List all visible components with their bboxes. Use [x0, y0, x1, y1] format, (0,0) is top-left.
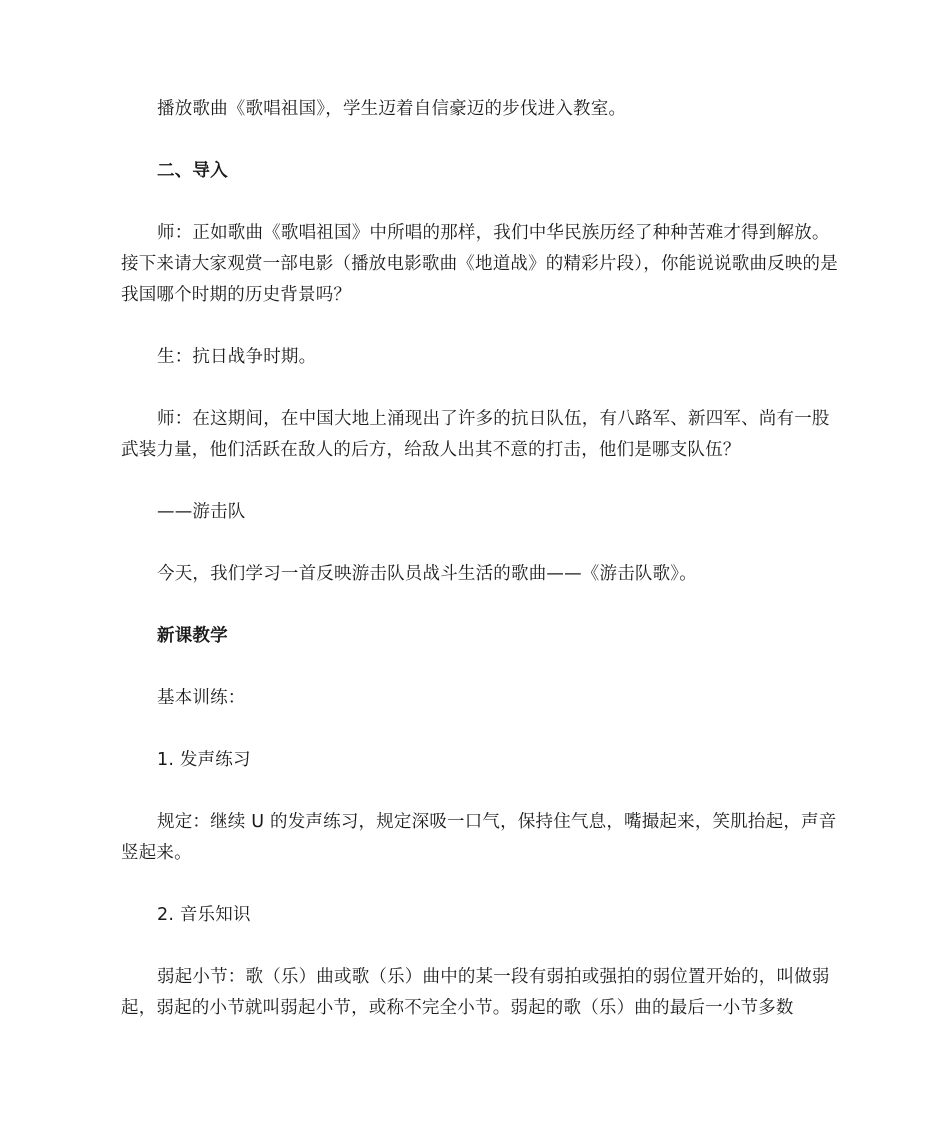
paragraph-song-entry: 播放歌曲《歌唱祖国》，学生迈着自信豪迈的步伐进入教室。: [157, 99, 627, 119]
section-heading-new-lesson: 新课教学: [157, 626, 228, 646]
paragraph-music-knowledge: 2. 音乐知识: [157, 905, 251, 925]
paragraph-vocal-practice: 1. 发声练习: [157, 750, 251, 770]
paragraph-basic-training: 基本训练：: [157, 688, 246, 708]
paragraph-student-answer: 生：抗日战争时期。: [157, 347, 317, 367]
paragraph-guerrilla-answer: ——游击队: [157, 502, 246, 522]
paragraph-teacher-question: 师：正如歌曲《歌唱祖国》中所唱的那样，我们中华民族历经了种种苦难才得到解放。接下来请大家观赏一部电影（播放电影歌曲《地道战》的精彩片段），你能说说歌曲反映的是我国哪个时期的历史背景吗？: [121, 223, 838, 305]
paragraph-vocal-requirements: 规定：继续 U 的发声练习，规定深吸一口气，保持住气息，嘴撮起来，笑肌抬起，声音竖起来。: [121, 812, 837, 863]
section-heading-introduction: 二、导入: [157, 161, 228, 181]
paragraph-today-song: 今天，我们学习一首反映游击队员战斗生活的歌曲——《游击队歌》。: [157, 564, 697, 584]
paragraph-teacher-guerrilla: 师：在这期间，在中国大地上涌现出了许多的抗日队伍，有八路军、新四军、尚有一股武装力量，他们活跃在敌人的后方，给敌人出其不意的打击，他们是哪支队伍？: [121, 409, 830, 460]
paragraph-anacrusis-definition: 弱起小节：歌（乐）曲或歌（乐）曲中的某一段有弱拍或强拍的弱位置开始的，叫做弱起，弱起的小节就叫弱起小节，或称不完全小节。弱起的歌（乐）曲的最后一小节多数: [121, 967, 830, 1018]
